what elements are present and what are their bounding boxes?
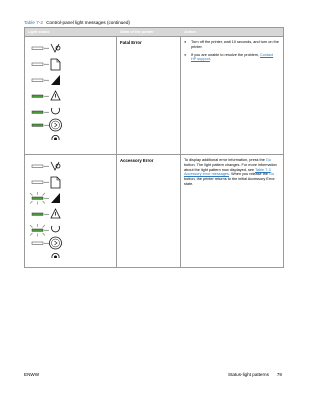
paper-icon — [51, 59, 60, 70]
ready-light-blinking — [30, 224, 49, 237]
paper-icon — [51, 177, 60, 188]
go-button-icon — [50, 119, 62, 131]
light-status-cell — [25, 155, 117, 267]
attention-icon — [51, 209, 60, 218]
action-text: If you are unable to resolve the problem, — [191, 52, 261, 57]
light-status-cell — [25, 37, 117, 154]
control-panel-diagram — [29, 158, 77, 258]
table-header-row — [25, 28, 283, 36]
action-cell — [181, 155, 283, 267]
action-text: button. The light pattern changes. For more information about the light pattern now displayed, see — [184, 162, 277, 172]
action-cell — [181, 37, 283, 154]
go-button-icon — [50, 237, 62, 249]
contact-hp-support-link[interactable]: Contact HP support — [191, 52, 274, 62]
table-number: Table 7-2 — [24, 20, 43, 25]
attention-icon — [51, 91, 60, 100]
action-text-wrapper — [191, 53, 279, 63]
header-light-status: Light status — [28, 30, 50, 34]
toner-light-blinking — [30, 192, 49, 205]
table-row-accessory-error — [25, 154, 283, 267]
action-text: . When you release the — [228, 172, 270, 177]
action-paragraph — [184, 158, 279, 187]
cancel-button-icon — [52, 135, 59, 140]
state-fatal-error: Fatal Error — [120, 40, 142, 45]
light-messages-table — [24, 27, 284, 268]
paper-path-light — [32, 47, 49, 49]
header-action: Action — [184, 30, 196, 34]
go-button-ref: Go — [269, 172, 275, 177]
paper-path-icon — [51, 44, 60, 52]
toner-icon — [51, 193, 60, 203]
cancel-button-icon — [52, 253, 59, 258]
go-light — [32, 242, 49, 244]
attention-light — [32, 213, 49, 215]
control-panel-diagram — [29, 40, 77, 140]
table-row-fatal-error — [25, 36, 283, 154]
link-suffix: . — [209, 57, 211, 62]
toner-light — [32, 79, 49, 81]
action-item — [184, 53, 279, 63]
header-printer-state: State of the printer — [120, 30, 154, 34]
action-item — [184, 40, 279, 50]
printer-state-cell — [117, 155, 181, 267]
paper-light — [32, 181, 49, 183]
footer-section: Status-light patterns — [228, 372, 269, 377]
go-button-ref: Go — [265, 158, 271, 162]
bullet-icon: ● — [184, 51, 187, 57]
ready-icon — [52, 108, 60, 114]
state-accessory-error: Accessory Error — [120, 158, 154, 163]
bullet-icon: ● — [184, 39, 187, 44]
table-caption — [24, 20, 130, 25]
action-text: Turn off the printer, wait 10 seconds, and turn on the printer. — [191, 40, 279, 49]
attention-light — [32, 95, 49, 97]
paper-path-icon — [51, 162, 60, 170]
ready-icon — [52, 226, 60, 232]
toner-icon — [51, 75, 60, 85]
table-title: Control-panel light messages (continued) — [46, 20, 130, 25]
printer-state-cell — [117, 37, 181, 154]
go-light — [32, 124, 49, 126]
paper-path-light — [32, 165, 49, 167]
action-text: To display additional error information, press the — [184, 158, 266, 162]
table-7-3-link[interactable]: Table 7-3 Accessory error messages — [184, 167, 271, 177]
action-list — [184, 40, 279, 62]
footer-left: ENWW — [24, 372, 40, 377]
ready-light — [32, 111, 49, 113]
action-text: button, the printer returns to the initial Accessory Error state. — [184, 177, 275, 186]
page-number: 79 — [276, 372, 282, 377]
footer-right — [228, 372, 282, 377]
paper-light — [32, 63, 49, 65]
